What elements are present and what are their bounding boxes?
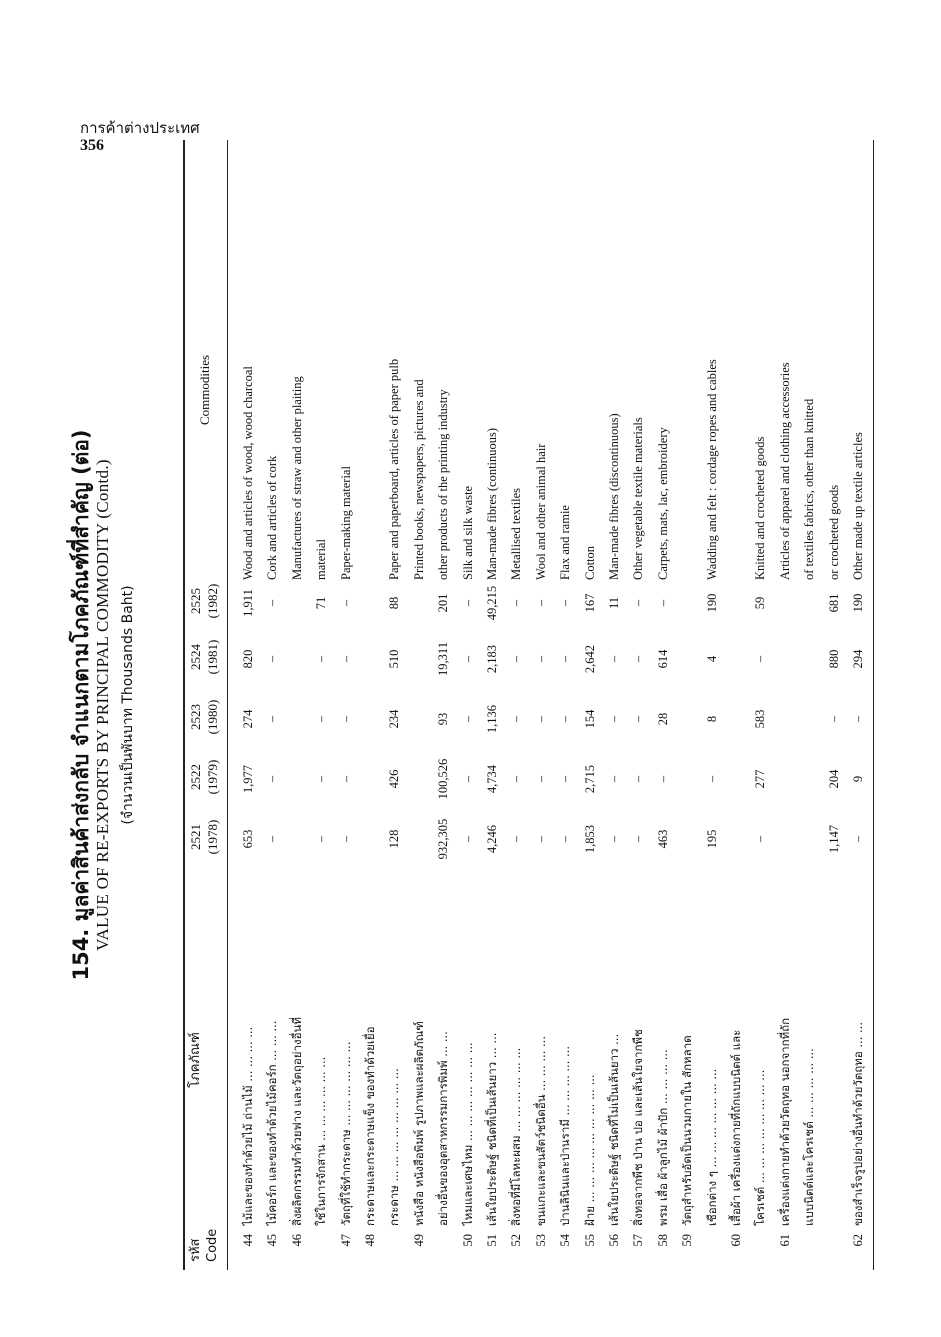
row-value: – — [314, 775, 329, 783]
table-row — [261, 140, 283, 1270]
row-value: – — [265, 775, 280, 783]
year-be: 2524 — [188, 644, 203, 670]
year-be: 2523 — [188, 704, 203, 730]
row-value: – — [509, 715, 524, 723]
row-value: – — [509, 655, 524, 663]
row-value: 4,734 — [485, 764, 499, 794]
row-value: – — [338, 655, 353, 663]
row-value: – — [533, 655, 548, 663]
row-commodity-thai: วัตถุที่ใช้ทำกระดาษ ... ... ... ... ... ... — [338, 1041, 353, 1226]
row-commodity-eng: Metallised textiles — [509, 488, 524, 580]
table-row — [652, 140, 674, 1270]
table-row — [383, 140, 405, 1270]
row-value: – — [753, 655, 768, 663]
row-value: 59 — [753, 596, 768, 610]
row-commodity-eng: or crocheted goods — [826, 484, 841, 580]
row-code: 55 — [582, 1234, 597, 1247]
column-header-year-1978 — [187, 804, 221, 870]
row-commodity-thai: ฝ้าย ... ... ... ... ... ... ... ... ... — [582, 1074, 597, 1226]
table-unit: (จำนวนเป็นพันบาท Thousands Baht) — [120, 585, 136, 825]
row-value: 9 — [851, 775, 865, 783]
table-row — [676, 140, 698, 1270]
row-value: 4,246 — [485, 824, 499, 854]
row-value: 8 — [704, 715, 719, 723]
row-commodity-eng: Knitted and crocheted goods — [753, 436, 768, 580]
table-row — [749, 140, 771, 1270]
row-value: 277 — [753, 769, 768, 789]
row-value: 49,215 — [485, 585, 499, 621]
row-code: 60 — [729, 1234, 743, 1247]
row-value: – — [533, 599, 548, 607]
page-number: 356 — [80, 137, 104, 154]
row-value: – — [460, 775, 475, 783]
row-code: 57 — [631, 1234, 646, 1247]
row-code: 58 — [655, 1234, 670, 1247]
row-value: 294 — [851, 649, 865, 669]
row-commodity-eng: Wadding and felt : cordage ropes and cables — [704, 359, 719, 580]
row-value: 1,977 — [241, 764, 255, 794]
row-code: 52 — [509, 1234, 524, 1247]
row-commodity-eng: material — [314, 539, 329, 580]
table-bottom-rule — [873, 140, 874, 1270]
row-commodity-thai: ไม้และของทำด้วยไม้ ถ่านไม้ ... ... ... ... — [241, 1026, 255, 1226]
row-value: – — [607, 715, 621, 723]
table-row — [798, 140, 820, 1270]
row-value: – — [509, 775, 524, 783]
row-value: 195 — [704, 829, 719, 849]
row-commodity-thai: เสื้อผ้า เครื่องแต่งกายที่ถักแบบนิตต์ และ — [729, 1029, 743, 1226]
row-value: 11 — [607, 596, 621, 610]
row-value: – — [851, 715, 865, 723]
row-commodity-eng: Wool and other animal hair — [533, 443, 548, 580]
row-value: – — [631, 775, 646, 783]
row-code: 54 — [558, 1234, 573, 1247]
row-value: – — [826, 715, 841, 723]
column-header-year-1980 — [187, 684, 221, 750]
row-value: 1,911 — [241, 589, 255, 617]
row-value: – — [655, 599, 670, 607]
row-value: 820 — [241, 649, 255, 669]
row-value: – — [558, 715, 573, 723]
row-value: – — [533, 835, 548, 843]
table-header-rule — [227, 140, 228, 1270]
row-code: 45 — [265, 1234, 280, 1247]
row-value: – — [607, 835, 621, 843]
section-header: การค้าต่างประเทศ — [80, 121, 200, 137]
row-value: – — [265, 599, 280, 607]
table-row — [603, 140, 625, 1270]
row-value: 1,853 — [582, 824, 597, 854]
row-commodity-eng: Carpets, mats, lac, embroidery — [655, 427, 670, 580]
row-commodity-thai: หนังสือ หนังสือพิมพ์ รูปภาพและผลิตภัณฑ์ — [411, 1021, 426, 1226]
row-commodity-thai: ป่านลินินและป่านรามี ... ... ... ... ... — [558, 1046, 573, 1226]
row-value: 653 — [241, 829, 255, 849]
rotated-table-page — [55, 140, 885, 1270]
row-commodity-eng: Other made up textile articles — [851, 432, 865, 580]
row-code: 49 — [411, 1234, 426, 1247]
row-value: 1,136 — [485, 704, 499, 734]
row-commodity-thai: พรม เสื่อ ผ้าลูกไม้ ผ้าปัก ... ... ... ... — [655, 1049, 670, 1226]
row-value: – — [338, 775, 353, 783]
row-commodity-thai: อย่างอื่นของอุตสาหกรรมการพิมพ์ ... ... — [436, 1031, 451, 1226]
table-row — [432, 140, 454, 1270]
row-commodity-thai: เชือกต่าง ๆ ... ... ... ... ... ... ... — [704, 1068, 719, 1226]
column-header-code-eng: Code — [205, 1228, 220, 1262]
row-commodity-thai: ไหมและเศษไหม ... ... ... ... ... ... ... — [460, 1042, 475, 1226]
column-header-year-1982 — [187, 568, 221, 634]
year-ce: (1978) — [205, 819, 220, 855]
table-row — [457, 140, 479, 1270]
row-value: 154 — [582, 709, 597, 729]
row-value: 463 — [655, 829, 670, 849]
row-value: 614 — [655, 649, 670, 669]
row-value: – — [460, 715, 475, 723]
row-value: – — [460, 599, 475, 607]
row-code: 50 — [460, 1234, 475, 1247]
row-value: – — [460, 835, 475, 843]
row-value: 681 — [826, 593, 841, 613]
row-value: – — [655, 775, 670, 783]
year-ce: (1981) — [205, 639, 220, 675]
row-value: 510 — [387, 649, 402, 669]
row-value: – — [265, 835, 280, 843]
row-value: 2,715 — [582, 764, 597, 794]
row-value: 4 — [704, 655, 719, 663]
row-value: – — [460, 655, 475, 663]
row-value: – — [533, 715, 548, 723]
row-code: 48 — [363, 1234, 377, 1247]
table-row — [505, 140, 527, 1270]
row-commodity-thai: โครเชต์ ... ... ... ... ... ... ... ... — [753, 1069, 768, 1226]
row-value: – — [753, 835, 768, 843]
row-code: 56 — [607, 1234, 621, 1247]
row-code: 61 — [777, 1234, 792, 1247]
row-code: 59 — [680, 1234, 695, 1247]
row-commodity-thai: แบบนิตต์และโครเชต์ ... ... ... ... ... — [802, 1048, 817, 1226]
row-commodity-thai: เส้นใยประดิษฐ์ ชนิดที่เป็นเส้นยาว ... ... — [485, 1032, 499, 1226]
row-value: – — [314, 835, 329, 843]
row-value: – — [607, 655, 621, 663]
row-value: 1,147 — [826, 824, 841, 854]
row-commodity-eng: Paper and paperboard, articles of paper pulb — [387, 358, 402, 580]
table-row — [335, 140, 357, 1270]
row-commodity-thai: ไม้คอร์ก และของทำด้วยไม้คอร์ก ... ... ... — [265, 1020, 280, 1226]
row-commodity-eng: Silk and silk waste — [460, 485, 475, 580]
row-value: 190 — [851, 593, 865, 613]
row-commodity-eng: Paper-making material — [338, 466, 353, 580]
column-header-code — [187, 1218, 221, 1262]
row-value: – — [631, 599, 646, 607]
row-code: 46 — [289, 1234, 304, 1247]
row-commodity-thai: กระดาษและกระดาษแข็ง ของทำด้วยเยื่อ — [363, 1026, 377, 1226]
row-value: – — [704, 775, 719, 783]
row-value: – — [509, 835, 524, 843]
column-header-commodity-thai: โภคภัณฑ์ — [188, 1032, 203, 1088]
row-commodity-thai: ใช้ในการจักสาน ... ... ... ... ... ... — [314, 1056, 329, 1226]
table-row — [530, 140, 552, 1270]
row-value: – — [558, 775, 573, 783]
row-value: 880 — [826, 649, 841, 669]
row-value: 234 — [387, 709, 402, 729]
row-value: – — [558, 599, 573, 607]
row-commodity-eng: Cotton — [582, 545, 597, 580]
table-row — [237, 140, 259, 1270]
table-number: 154. — [69, 928, 93, 981]
row-code: 44 — [241, 1234, 255, 1247]
row-commodity-eng: Cork and articles of cork — [265, 455, 280, 580]
row-commodity-eng: Other vegetable textile materials — [631, 417, 646, 580]
row-value: – — [607, 775, 621, 783]
column-header-year-1979 — [187, 744, 221, 810]
row-value: 932,305 — [436, 818, 451, 860]
row-value: – — [558, 655, 573, 663]
row-commodity-thai: ขนแกะและขนสัตว์ชนิดอื่น ... ... ... ... — [533, 1036, 548, 1226]
year-ce: (1982) — [205, 583, 220, 619]
row-code: 62 — [851, 1234, 865, 1247]
row-commodity-thai: กระดาษ ... ... ... ... ... ... ... ... — [387, 1068, 402, 1226]
table-row — [701, 140, 723, 1270]
year-be: 2521 — [188, 824, 203, 850]
table-row — [847, 140, 869, 1270]
row-commodity-eng: Wood and articles of wood, wood charcoal — [241, 366, 255, 580]
year-ce: (1980) — [205, 699, 220, 735]
row-value: – — [533, 775, 548, 783]
year-be: 2522 — [188, 764, 203, 790]
table-row — [286, 140, 308, 1270]
table-row — [823, 140, 845, 1270]
table-row — [481, 140, 503, 1270]
year-ce: (1979) — [205, 759, 220, 795]
row-value: 583 — [753, 709, 768, 729]
row-value: – — [851, 835, 865, 843]
row-value: 100,526 — [436, 758, 451, 800]
row-code: 47 — [338, 1234, 353, 1247]
row-value: 201 — [436, 593, 451, 613]
row-commodity-thai: สิ่งทอที่มีโลหะผสม ... ... ... ... ... ... — [509, 1047, 524, 1226]
column-header-commodities: Commodities — [197, 354, 212, 426]
row-value: – — [558, 835, 573, 843]
row-commodity-thai: เส้นใยประดิษฐ์ ชนิดที่ไม่เป็นเส้นยาว ... — [607, 1033, 621, 1226]
table-row — [774, 140, 796, 1270]
row-commodity-thai: สิ่งผลิตกรรมทำด้วยฟาง และวัตถุอย่างอื่นที่ — [289, 1017, 304, 1226]
row-value: 274 — [241, 709, 255, 729]
row-commodity-eng: Flax and ramie — [558, 505, 573, 580]
table-title-thai-text: มูลค่าสินค้าส่งกลับ จำแนกตามโภคภัณฑ์ที่สำคัญ (ต่อ) — [69, 429, 93, 922]
row-code: 51 — [485, 1234, 499, 1247]
row-value: 88 — [387, 596, 402, 610]
row-value: – — [631, 655, 646, 663]
row-commodity-thai: ของสำเร็จรูปอย่างอื่นทำด้วยวัตถุทอ ... ... — [851, 1022, 865, 1226]
row-code: 53 — [533, 1234, 548, 1247]
table-row — [359, 140, 381, 1270]
row-value: 204 — [826, 769, 841, 789]
row-value: – — [314, 715, 329, 723]
row-commodity-eng: Man-made fibres (continuous) — [485, 427, 499, 580]
row-value: 2,183 — [485, 644, 499, 674]
row-value: – — [509, 599, 524, 607]
table-row — [554, 140, 576, 1270]
table-row — [579, 140, 601, 1270]
row-commodity-eng: Printed books, newspapers, pictures and — [411, 379, 426, 580]
row-commodity-eng: other products of the printing industry — [436, 389, 451, 580]
table-title-english: VALUE OF RE-EXPORTS BY PRINCIPAL COMMODITY (Contd.) — [93, 459, 112, 951]
table-row — [627, 140, 649, 1270]
year-be: 2525 — [188, 588, 203, 614]
row-value: 167 — [582, 593, 597, 613]
row-commodity-thai: สิ่งทอจากพืช ป่าน ปอ และเส้นใยจากพืช — [631, 1029, 646, 1226]
row-value: – — [338, 599, 353, 607]
row-value: 93 — [436, 712, 451, 726]
row-commodity-thai: เครื่องแต่งกายทำด้วยวัตถุทอ นอกจากที่ถัก — [777, 1017, 792, 1226]
column-header-code-thai: รหัส — [188, 1238, 203, 1262]
row-commodity-eng: Man-made fibres (discontinuous) — [607, 413, 621, 580]
row-value: 426 — [387, 769, 402, 789]
row-value: – — [631, 835, 646, 843]
row-value: – — [338, 715, 353, 723]
table-row — [408, 140, 430, 1270]
table-row — [725, 140, 747, 1270]
table-top-rule — [183, 140, 185, 1270]
row-value: – — [314, 655, 329, 663]
row-value: 28 — [655, 712, 670, 726]
table-row — [310, 140, 332, 1270]
row-commodity-eng: of textiles fabrics, other than knitted — [802, 398, 817, 580]
row-value: 2,642 — [582, 644, 597, 674]
row-value: – — [265, 715, 280, 723]
row-commodity-eng: Manufactures of straw and other plaiting — [289, 376, 304, 580]
row-commodity-eng: Articles of apparel and clothing accessories — [777, 362, 792, 580]
row-commodity-thai: วัตถุสำหรับอัดเป็นนวมกายใน สักหลาด — [680, 1035, 695, 1226]
row-value: – — [631, 715, 646, 723]
row-value: 128 — [387, 829, 402, 849]
row-value: – — [338, 835, 353, 843]
row-value: 190 — [704, 593, 719, 613]
row-value: – — [265, 655, 280, 663]
row-value: 71 — [314, 596, 329, 610]
row-value: 19,311 — [436, 642, 451, 676]
